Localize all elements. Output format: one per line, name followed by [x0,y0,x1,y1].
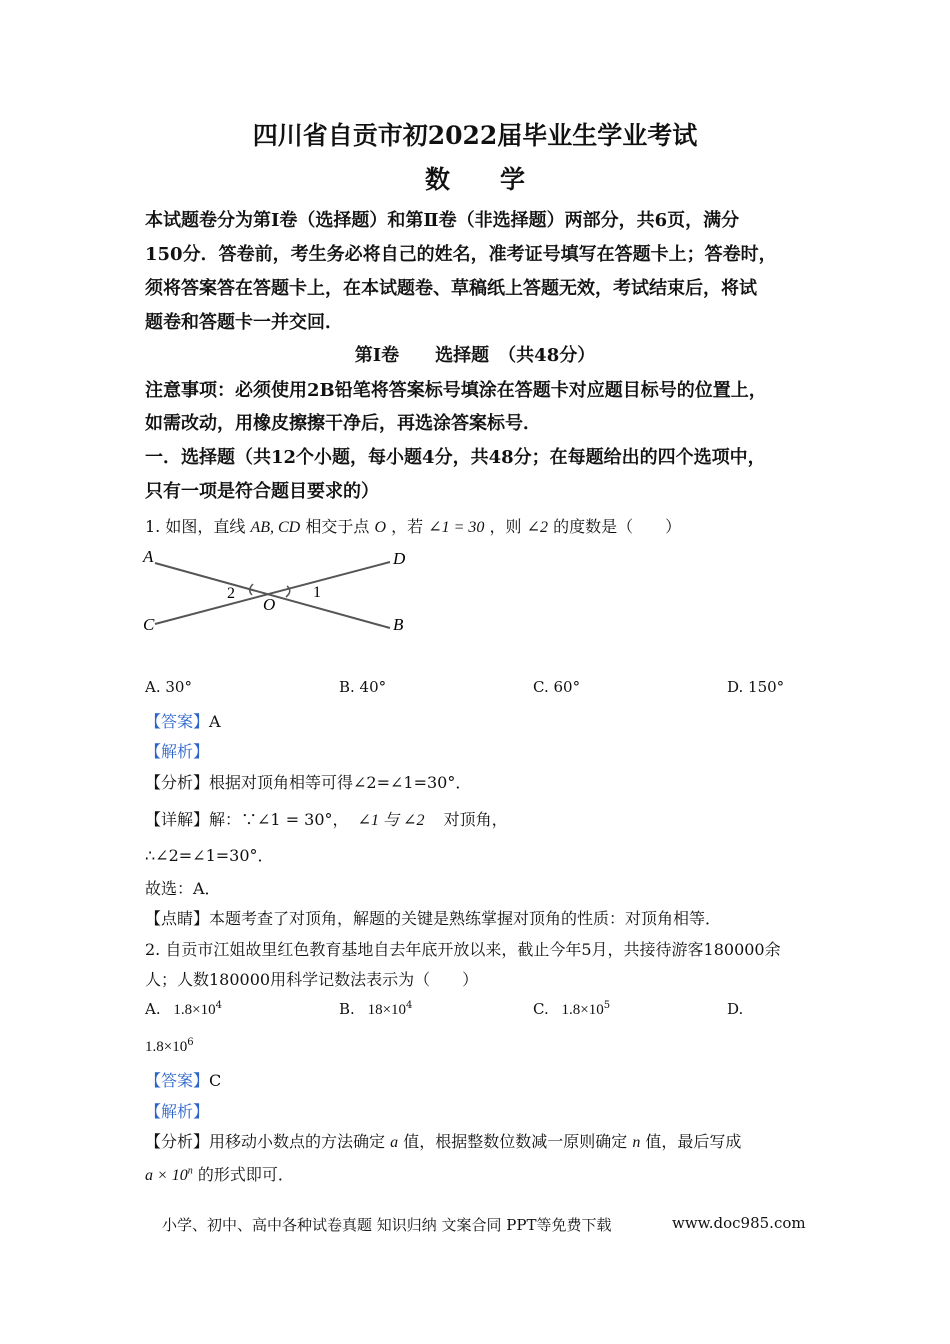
q2-option-b-base: 18×10 [367,1002,407,1018]
dianjing-text: 本题考查了对顶角，解题的关键是熟练掌握对顶角的性质：对顶角相等． [209,909,722,928]
footer-text: 小学、初中、高中各种试卷真题 知识归纳 文案合同 PPT等免费下载 [162,1216,612,1234]
dianjing-tag: 【点睛】 [145,909,210,928]
fenxi-var-a: a [390,1134,399,1151]
q2-option-c [533,1000,610,1019]
q1-stem-part: 1. 如图，直线 [145,517,246,536]
detail-math: ∠1 与 ∠2 [357,812,425,829]
q1-option-d: D. 150° [727,678,785,696]
form-exp: n [187,1165,193,1177]
q2-option-a-base: 1.8×10 [173,1002,216,1018]
q1-option-c: C. 60° [533,678,581,696]
q1-dianjing [145,906,721,929]
intro-line-1: 本试题卷分为第Ⅰ卷（选择题）和第Ⅱ卷（非选择题）两部分，共6页，满分 [145,210,740,231]
form-tail: 的形式即可． [197,1165,294,1184]
q1-therefore: ∴∠2=∠1=30°． [145,846,274,865]
q2-option-d-base: 1.8×10 [145,1039,188,1055]
part-heading-line-1: 一．选择题（共12个小题，每小题4分，共48分；在每题给出的四个选项中， [145,447,766,468]
q1-stem-part: 相交于点 [305,517,370,536]
section-title: 第Ⅰ卷 选择题 （共48分） [354,345,596,366]
q1-math-angle2: ∠2 [526,519,549,536]
q1-analysis-tag: 【解析】 [145,742,210,761]
q2-option-d-label: D. [727,1000,744,1018]
q1-stem [145,514,681,537]
label-angle-2: 2 [227,585,235,602]
q1-option-a: A. 30° [145,678,192,696]
q2-option-b [339,1000,412,1019]
q1-stem-part: 的度数是（ ） [553,517,682,536]
label-o: O [263,595,276,614]
q1-answer [145,709,221,732]
detail-text: 对顶角， [443,810,508,829]
intro-line-3: 须将答案答在答题卡上，在本试题卷、草稿纸上答题无效，考试结束后，将试 [145,278,757,299]
notice-line-1: 注意事项：必须使用2B铅笔将答案标号填涂在答题卡对应题目标号的位置上， [145,380,767,401]
subject-title: 数 学 [424,165,525,194]
notice-line-2: 如需改动，用橡皮擦擦干净后，再选涂答案标号． [145,413,541,434]
q2-option-c-base: 1.8×10 [561,1002,604,1018]
label-c: C [143,615,155,634]
q1-stem-part: ，则 [489,517,522,536]
q1-choose: 故选：A． [145,879,221,898]
q2-form [145,1162,294,1185]
q2-option-a [145,1000,222,1019]
fenxi-text: 值，最后写成 [645,1132,742,1151]
answer-value: C [209,1071,222,1090]
q2-stem-line-1: 2. 自贡市江姐故里红色教育基地自去年底开放以来，截止今年5月，共接待游客180000余 [145,940,781,959]
label-a: A [143,547,154,566]
q2-option-b-label: B. [339,1000,355,1018]
answer-tag: 【答案】 [145,1071,210,1090]
label-angle-1: 1 [313,584,321,601]
fenxi-text: 根据对顶角相等可得∠2=∠1=30°． [209,773,472,792]
q2-option-c-exp: 5 [603,1000,611,1011]
q2-analysis-tag: 【解析】 [145,1102,210,1121]
q2-stem-line-2: 人；人数180000用科学记数法表示为（ ） [145,970,479,989]
answer-tag: 【答案】 [145,712,210,731]
answer-value: A [209,712,221,731]
angle-1-arc [286,586,290,597]
label-d: D [393,549,406,568]
intersecting-lines-figure [135,540,425,640]
form-base: a × 10 [145,1167,188,1184]
q1-math-angle1: ∠1 = 30 [428,519,485,536]
q2-option-d-exp: 6 [187,1037,194,1048]
q1-math-point: O [374,519,386,536]
q2-option-a-label: A. [145,1000,161,1018]
exam-title: 四川省自贡市初2022届毕业生学业考试 [252,121,698,150]
q1-option-b: B. 40° [339,678,387,696]
q1-stem-part: ，若 [391,517,424,536]
intro-line-4: 题卷和答题卡一并交回． [145,312,343,333]
q1-fenxi [145,770,471,793]
q2-answer [145,1068,221,1091]
line-cd [155,562,390,624]
q2-fenxi [145,1129,741,1152]
q2-option-d [145,1037,194,1056]
detail-text: 解：∵∠1 = 30°， [209,810,349,829]
fenxi-tag: 【分析】 [145,1132,210,1151]
q2-option-a-exp: 4 [215,1000,222,1011]
fenxi-text: 值，根据整数位数减一原则确定 [403,1132,628,1151]
fenxi-text: 用移动小数点的方法确定 [209,1132,386,1151]
q1-math-lines: AB, CD [250,519,301,536]
fenxi-var-n: n [632,1134,641,1151]
part-heading-line-2: 只有一项是符合题目要求的） [145,481,379,502]
fenxi-tag: 【分析】 [145,773,210,792]
footer-link[interactable]: www.doc985.com [672,1214,806,1232]
q1-detail [145,807,508,830]
label-b: B [393,615,404,634]
detail-tag: 【详解】 [145,810,210,829]
intro-line-2: 150分．答卷前，考生务必将自己的姓名，准考证号填写在答题卡上；答卷时， [145,244,777,265]
q2-option-c-label: C. [533,1000,549,1018]
q2-option-b-exp: 4 [406,1000,413,1011]
